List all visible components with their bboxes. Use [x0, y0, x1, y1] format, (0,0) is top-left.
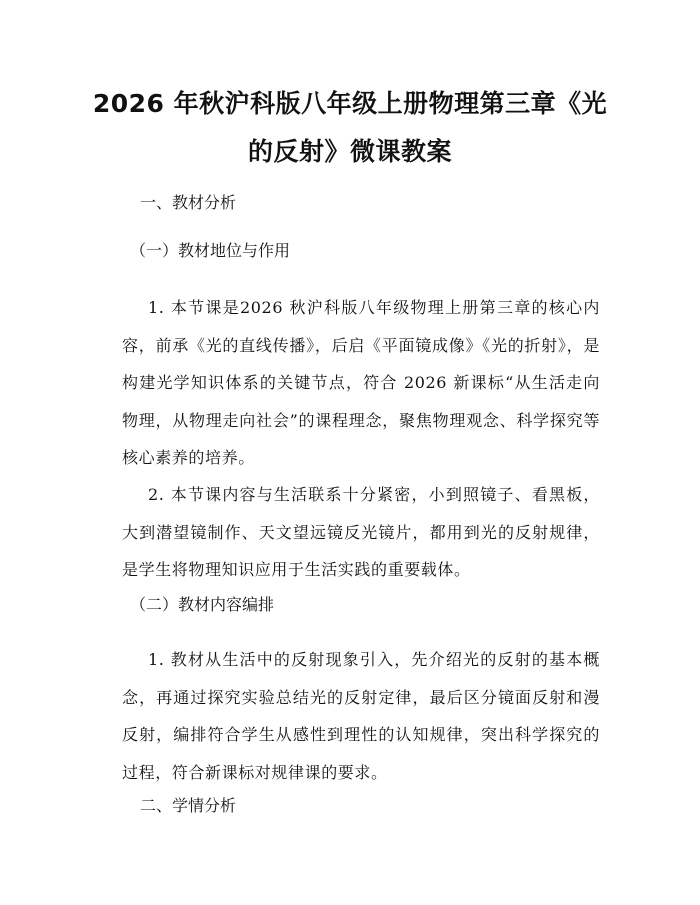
subsection-heading-position-role: （一）教材地位与作用 [130, 241, 291, 260]
section-heading-student-analysis: 二、学情分析 [140, 796, 237, 815]
subsection-heading-content-arrangement: （二）教材内容编排 [130, 595, 275, 614]
paragraph-content-arrangement-1: 1. 教材从生活中的反射现象引入，先介绍光的反射的基本概念，再通过探究实验总结光的反射定律，最后区分镜面反射和漫反射，编排符合学生从感性到理性的认知规律，突出科学探究的过程，符合新课标对规律课的要求。 [122, 650, 600, 782]
paragraph-position-role-1: 1. 本节课是2026 秋沪科版八年级物理上册第三章的核心内容，前承《光的直线传播》，后启《平面镜成像》《光的折射》，是构建光学知识体系的关键节点，符合 2026 新课标“从生活走向物理，从物理走向社会”的课程理念，聚焦物理观念、科学探究等核心素养的培养。 [122, 298, 600, 467]
document-title-line-2: 的反射》微课教案 [247, 137, 452, 166]
document-title-line-1: 2026 年秋沪科版八年级上册物理第三章《光 [92, 89, 608, 118]
paragraph-position-role-2: 2. 本节课内容与生活联系十分紧密，小到照镜子、看黑板，大到潜望镜制作、天文望远镜反光镜片，都用到光的反射规律，是学生将物理知识应用于生活实践的重要载体。 [122, 485, 600, 579]
section-heading-materials-analysis: 一、教材分析 [140, 193, 237, 212]
